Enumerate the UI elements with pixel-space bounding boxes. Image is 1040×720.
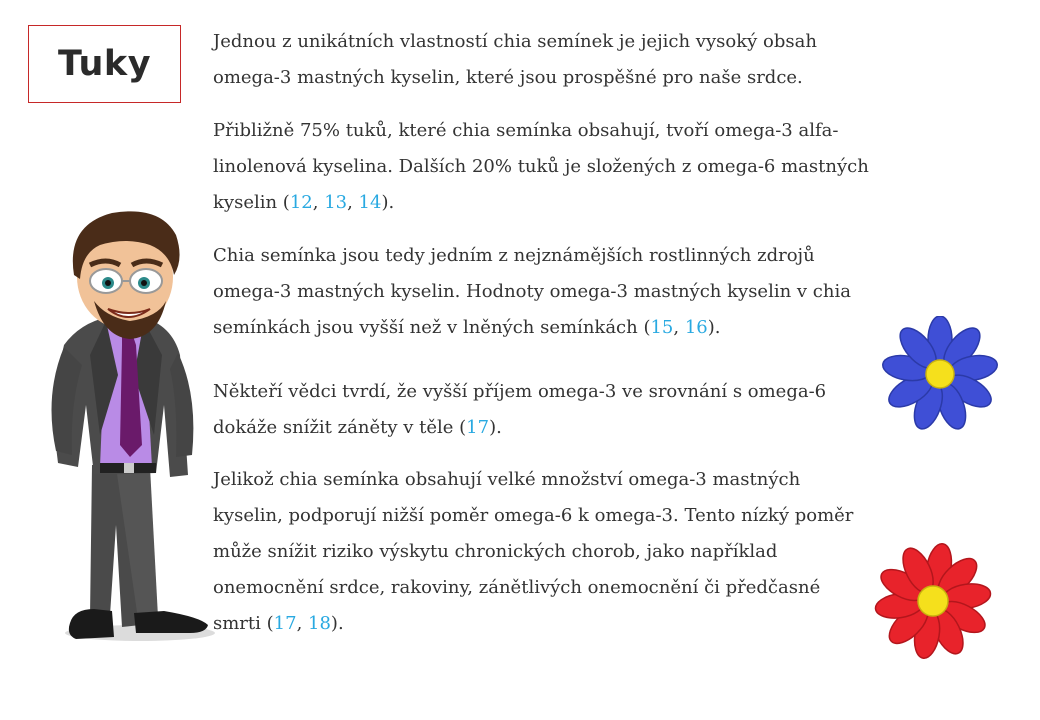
citation-link[interactable]: 14 (358, 192, 382, 213)
paragraph-4: Někteří vědci tvrdí, že vyšší příjem omega-3 ve srovnání s omega-6 dokáže snížit záněty v těle (17). (213, 381, 827, 438)
paragraph-3: Chia semínka jsou tedy jedním z nejznámějších rostlinných zdrojů omega-3 mastných kyselin. Hodnoty omega-3 mastných kyselin v chia semínkách jsou vyšší než v lněných semínkách (15, 16). (213, 245, 851, 338)
paragraph-2: Přibližně 75% tuků, které chia semínka obsahují, tvoří omega-3 alfa-linolenová kyselina. Dalších 20% tuků je složených z omega-6 mastných kyselin (12, 13, 14). (213, 120, 869, 213)
citation-link[interactable]: 16 (684, 317, 708, 338)
citation-link[interactable]: 17 (466, 417, 490, 438)
paragraph-5: Jelikož chia semínka obsahují velké množství omega-3 mastných kyselin, podporují nižší poměr omega-6 k omega-3. Tento nízký poměr může snížit riziko výskytu chronických chorob, jako například onemocnění srdce, rakoviny, zánětlivých onemocnění či předčasné smrti (17, 18). (213, 469, 854, 634)
citation-link[interactable]: 17 (273, 613, 297, 634)
blue-flower-icon (878, 316, 1002, 432)
red-flower-icon (870, 542, 996, 660)
citation-link[interactable]: 13 (324, 192, 348, 213)
citation-link[interactable]: 12 (289, 192, 313, 213)
citation-link[interactable]: 15 (650, 317, 674, 338)
title-box (28, 25, 181, 103)
cartoon-man-icon (30, 205, 220, 665)
article-body (213, 24, 873, 642)
page-title: Tuky (57, 44, 152, 84)
citation-link[interactable]: 18 (308, 613, 331, 634)
paragraph-1: Jednou z unikátních vlastností chia semínek je jejich vysoký obsah omega-3 mastných kyselin, které jsou prospěšné pro naše srdce. (213, 31, 817, 88)
